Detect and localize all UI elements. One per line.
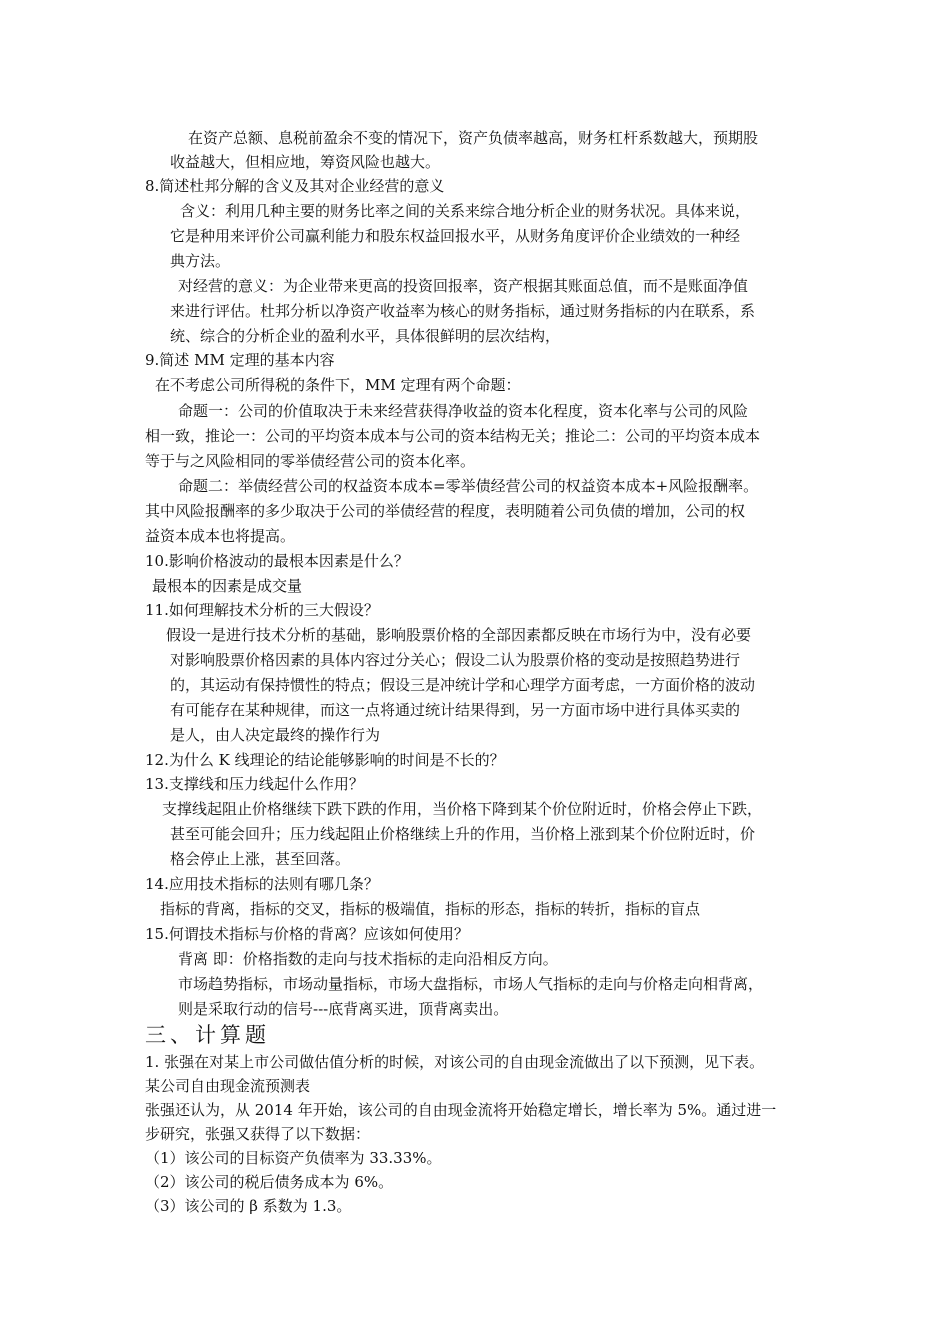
- question-heading: 10.影响价格波动的最根本因素是什么？: [145, 552, 409, 570]
- paragraph-line: 张强还认为，从 2014 年开始，该公司的自由现金流将开始稳定增长，增长率为 5%。通过进一: [145, 1101, 777, 1119]
- question-heading: 13.支撑线和压力线起什么作用？: [145, 775, 364, 793]
- paragraph-line: 它是种用来评价公司赢利能力和股东权益回报水平，从财务角度评价企业绩效的一种经: [170, 227, 741, 245]
- paragraph-line: 含义：利用几种主要的财务比率之间的关系来综合地分析企业的财务状况。具体来说，: [180, 202, 751, 220]
- list-item: （3）该公司的 β 系数为 1.3。: [145, 1197, 352, 1215]
- paragraph-line: 典方法。: [170, 252, 231, 270]
- paragraph-line: 其中风险报酬率的多少取决于公司的举债经营的程度，表明随着公司负债的增加，公司的权: [145, 502, 746, 520]
- question-heading: 8.简述杜邦分解的含义及其对企业经营的意义: [145, 177, 445, 195]
- paragraph-line: 最根本的因素是成交量: [152, 577, 303, 595]
- list-item: （1）该公司的目标资产负债率为 33.33%。: [145, 1149, 442, 1167]
- paragraph-line: 在不考虑公司所得税的条件下，MM 定理有两个命题：: [155, 376, 521, 394]
- paragraph-line: 指标的背离，指标的交叉，指标的极端值，指标的形态，指标的转折，指标的盲点: [160, 900, 701, 918]
- table-caption: 某公司自由现金流预测表: [145, 1077, 311, 1095]
- paragraph-line: 收益越大，但相应地，筹资风险也越大。: [170, 153, 441, 171]
- paragraph-line: 益资本成本也将提高。: [145, 527, 296, 545]
- paragraph-line: 步研究，张强又获得了以下数据：: [145, 1125, 371, 1143]
- paragraph-line: 统、综合的分析企业的盈利水平，具体很鲜明的层次结构，: [170, 327, 561, 345]
- paragraph-line: 在资产总额、息税前盈余不变的情况下，资产负债率越高，财务杠杆系数越大，预期股: [188, 129, 759, 147]
- question-heading: 14.应用技术指标的法则有哪几条？: [145, 875, 379, 893]
- paragraph-line: 对经营的意义：为企业带来更高的投资回报率，资产根据其账面总值，而不是账面净值: [178, 277, 749, 295]
- paragraph-line: 则是采取行动的信号---底背离买进，顶背离卖出。: [178, 1000, 509, 1018]
- paragraph-line: 1. 张强在对某上市公司做估值分析的时候，对该公司的自由现金流做出了以下预测，见下表。: [145, 1053, 765, 1071]
- question-heading: 15.何谓技术指标与价格的背离？应该如何使用？: [145, 925, 469, 943]
- paragraph-line: 来进行评估。杜邦分析以净资产收益率为核心的财务指标，通过财务指标的内在联系，系: [170, 302, 756, 320]
- paragraph-line: 对影响股票价格因素的具体内容过分关心；假设二认为股票价格的变动是按照趋势进行: [170, 651, 741, 669]
- paragraph-line: 市场趋势指标，市场动量指标，市场大盘指标，市场人气指标的走向与价格走向相背离，: [178, 975, 764, 993]
- question-heading: 9.简述 MM 定理的基本内容: [145, 351, 335, 369]
- paragraph-line: 背离 即：价格指数的走向与技术指标的走向沿相反方向。: [178, 950, 558, 968]
- paragraph-line: 是人，由人决定最终的操作行为: [170, 726, 381, 744]
- paragraph-line: 格会停止上涨，甚至回落。: [170, 850, 351, 868]
- section-heading: 三、计算题: [145, 1023, 270, 1047]
- question-heading: 11.如何理解技术分析的三大假设？: [145, 601, 379, 619]
- question-heading: 12.为什么 K 线理论的结论能够影响的时间是不长的？: [145, 751, 505, 769]
- list-item: （2）该公司的税后债务成本为 6%。: [145, 1173, 394, 1191]
- paragraph-line: 甚至可能会回升；压力线起阻止价格继续上升的作用，当价格上涨到某个价位附近时，价: [170, 825, 756, 843]
- paragraph-line: 命题一：公司的价值取决于未来经营获得净收益的资本化程度，资本化率与公司的风险: [178, 402, 749, 420]
- paragraph-line: 等于与之风险相同的零举债经营公司的资本化率。: [145, 452, 476, 470]
- paragraph-line: 有可能存在某种规律，而这一点将通过统计结果得到，另一方面市场中进行具体买卖的: [170, 701, 741, 719]
- paragraph-line: 支撑线起阻止价格继续下跌下跌的作用，当价格下降到某个价位附近时，价格会停止下跌，: [162, 800, 763, 818]
- paragraph-line: 假设一是进行技术分析的基础，影响股票价格的全部因素都反映在市场行为中，没有必要: [166, 626, 752, 644]
- paragraph-line: 相一致，推论一：公司的平均资本成本与公司的资本结构无关；推论二：公司的平均资本成本: [145, 427, 761, 445]
- paragraph-line: 的，其运动有保持惯性的特点；假设三是冲统计学和心理学方面考虑，一方面价格的波动: [170, 676, 756, 694]
- paragraph-line: 命题二：举债经营公司的权益资本成本=零举债经营公司的权益资本成本+风险报酬率。: [178, 477, 759, 495]
